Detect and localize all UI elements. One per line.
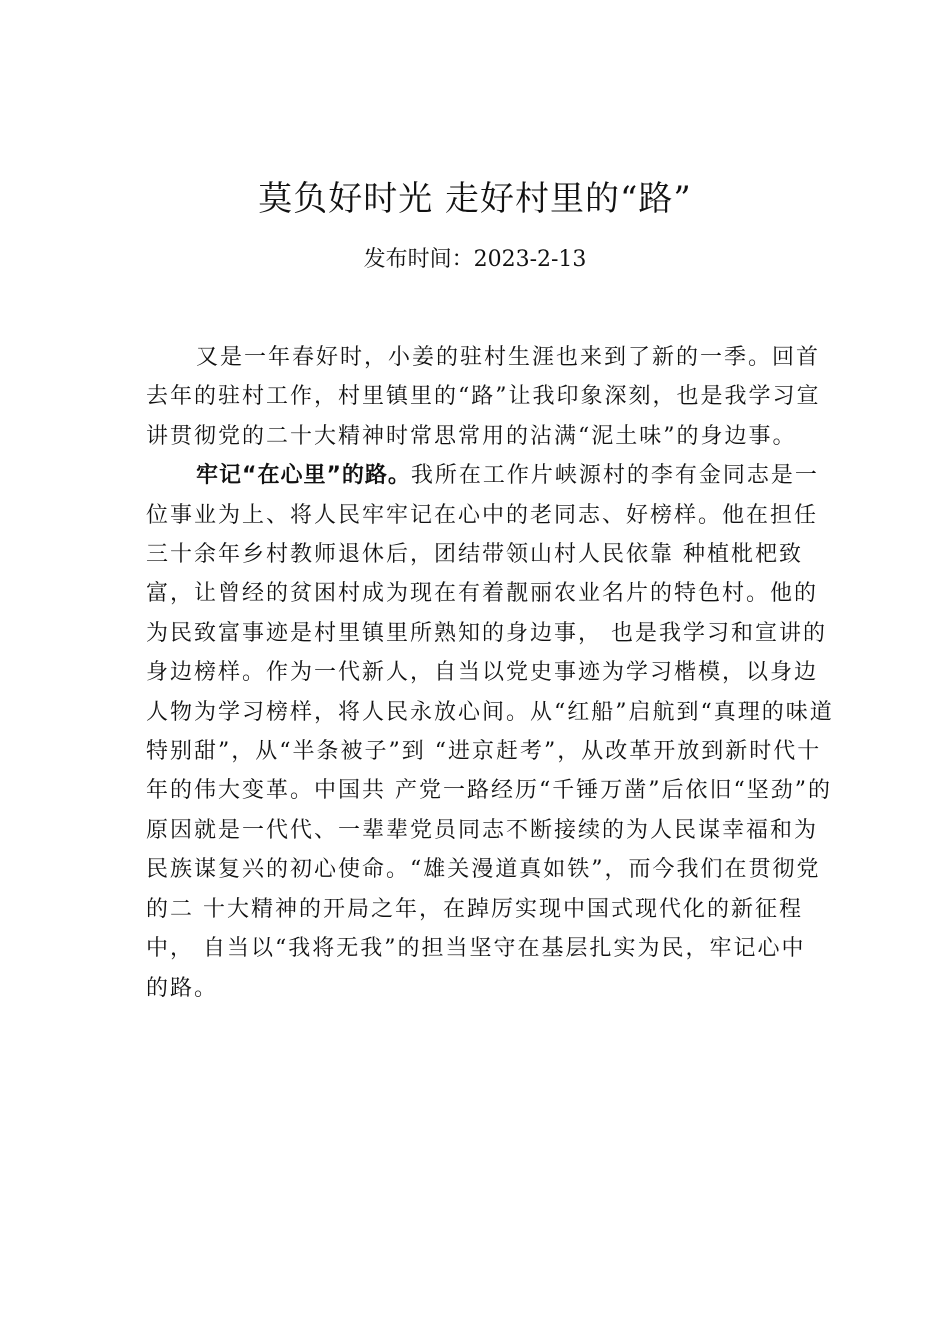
article-body <box>146 338 836 1008</box>
publish-date: 2023-2-13 <box>473 247 587 272</box>
article-title: 莫负好时光 走好村里的“路” <box>258 179 692 219</box>
publish-label: 发布时间： <box>363 247 474 272</box>
paragraph-intro <box>146 338 836 456</box>
paragraph-road-in-heart <box>146 456 836 1008</box>
publish-info <box>0 244 950 276</box>
paragraph-text: 我所在工作片峡源村的李有金同志是一位事业为上、将人民牢牢记在心中的老同志、好榜样。他在担任三十余年乡村教师退休后，团结带领山村人民依靠 种植枇杷致富，让曾经的贫困村成为现在有着靓丽农业名片的特色村。他的为民致富事迹是村里镇里所熟知的身边事， 也是我学习和宣讲的身边榜样。作为一代新人，自当以党史事迹为学习楷模，以身边人物为学习榜样，将人民永放心间。从“红船”启航到“真理的味道特别甜”，从“半条被子”到 “进京赶考”，从改革开放到新时代十年的伟大变革。中国共 产党一路经历“千锤万凿”后依旧“坚劲”的原因就是一代代、一辈辈党员同志不断接续的为人民谋幸福和为民族谋复兴的初心使命。“雄关漫道真如铁”，而今我们在贯彻党的二 十大精神的开局之年，在踔厉实现中国式现代化的新征程中， 自当以“我将无我”的担当坚守在基层扎实为民，牢记心中 的路。 <box>146 463 834 1001</box>
paragraph-text: 又是一年春好时，小姜的驻村生涯也来到了新的一季。回首去年的驻村工作，村里镇里的“路”让我印象深刻，也是我学习宣讲贯彻党的二十大精神时常思常用的沾满“泥土味”的身边事。 <box>146 345 821 449</box>
paragraph-lead-heading: 牢记“在心里”的路。 <box>196 463 411 489</box>
